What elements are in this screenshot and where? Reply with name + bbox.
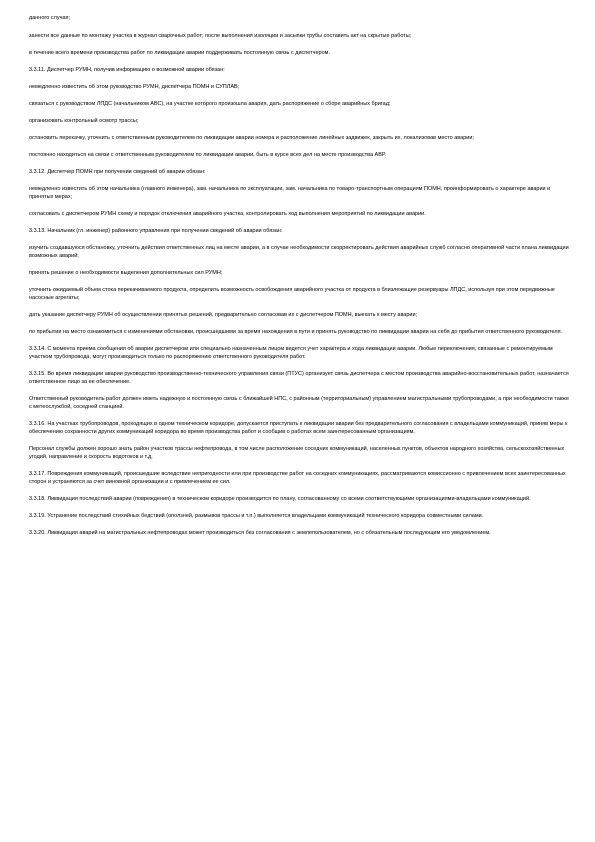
section-3-3-12: 3.3.12. Диспетчер ПОМН при получении сведений об аварии обязан: — [29, 169, 206, 175]
paragraph-additional-forces: принять решение о необходимости выделения дополнительных сил РУМН; — [29, 270, 223, 276]
section-3-3-19: 3.3.19. Устранение последствий стихийных бедствий (оползней, размывов трассы и т.п.) выполняется владельцами коммуникаций технического коридора совместными силами. — [29, 513, 484, 519]
section-3-3-20: 3.3.20. Ликвидация аварий на магистральных нефтепроводах может производиться без согласования с землепользователем, но с обязательным последующим его уведомлением. — [29, 530, 491, 536]
paragraph-notify-rumn: немедленно известить об этом руководство РУМН, диспетчера ПОМН и СУПЛАВ; — [29, 84, 240, 90]
section-3-3-17: 3.3.17. Повреждения коммуникаций, происшедшие вследствие непригодности или при производстве работ на соседних коммуникациях, рассматриваются комиссионно с привлечением всех заинтересованных сторон и устраняются за счет виновной организации и с привлечением ее сил. — [29, 471, 566, 485]
paragraph-agree-scheme: согласовать с диспетчером РУМН схему и порядок отключения аварийного участка, контролировать ход выполнения мероприятий по ликвидации аварии. — [29, 211, 426, 217]
paragraph-expected-volume: уточнить ожидаемый объем стока перекачиваемого продукта, определить возможность освобождения аварийного участка от продукта в близлежащие резервуары ЛПДС, используя при этом передвижные насосные агрегаты; — [29, 287, 555, 301]
section-3-3-14: 3.3.14. С момента приема сообщения об аварии диспетчером или специально назначенным лицом ведется учет характера и хода ликвидации аварии. Любые переключения, связанные с ремонтируемым участком трубопровода, могут производиться только по распоряжению ответственного руководителя работ. — [29, 346, 553, 360]
section-3-3-13: 3.3.13. Начальник (гл. инженер) районного управления при получении сведений об аварии обязан: — [29, 228, 283, 234]
paragraph-personnel-knowledge: Персонал службы должен хорошо знать район участков трассы нефтепровода, в том числе расположение соседних коммуникаций, населенных пунктов, объектов народного хозяйства, сельскохозяйственных угодий, направление и скорость водотоков и т.д. — [29, 446, 565, 460]
paragraph-give-instructions: дать указание диспетчеру РУМН об осуществлении принятых решений, предварительно согласовав их с диспетчером ПОМН, выехать к месту аварии; — [29, 312, 418, 318]
paragraph-reliable-communication: Ответственный руководитель работ должен иметь надежную и постоянную связь с ближайшей НПС, с районным (территориальным) управлением магистральными трубопроводами, а при необходимости также с метеослужбой, соседней станцией. — [29, 396, 569, 410]
paragraph-continuation: данного случая; — [29, 15, 71, 21]
paragraph-study-situation: изучить создавшуюся обстановку, уточнить действия ответственных лиц на месте аварии, а в случае необходимости скорректировать действия аварийных служб согласно оперативной части плана ликвидации возможных аварий; — [29, 245, 569, 259]
paragraph-stop-pumping: остановить перекачку, уточнить с ответственным руководителем по ликвидации аварии номера и расположение линейных задвижек, закрыть их, локализовав место аварии; — [29, 135, 474, 141]
paragraph-dispatcher-contact: в течение всего времени производства работ по ликвидации аварии поддерживать постоянную связь с диспетчером. — [29, 50, 330, 56]
paragraph-on-arrival: по прибытии на место ознакомиться с изменениями обстановки, происшедшими за время нахождения в пути и принять руководство по ликвидации аварии на себя до прибытия ответственного руководителя. — [29, 329, 563, 335]
section-3-3-11: 3.3.11. Диспетчер РУМН, получив информацию о возможной аварии обязан: — [29, 67, 225, 73]
section-3-3-18: 3.3.18. Ликвидация последствий аварии (повреждения) в техническом коридоре производится по плану, согласованному со всеми соответствующими организациями-владельцами коммуникаций. — [29, 496, 531, 502]
document-page — [29, 14, 569, 546]
paragraph-control-inspection: организовать контрольный осмотр трассы; — [29, 118, 139, 124]
section-3-3-16: 3.3.16. На участках трубопроводов, проходящих в одном техническом коридоре, допускается приступать к ликвидации аварии без предварительного согласования с владельцами коммуникаций, приняв меры к обеспечению сохранности других коммуникаций коридора во время производства работ и сообщив о работах всем заинтересованным организациям. — [29, 421, 568, 435]
paragraph-welding-journal: занести все данные по монтажу участка в журнал сварочных работ; после выполнения изоляции и засыпки трубы составить акт на скрытые работы; — [29, 33, 412, 39]
paragraph-stay-connected: постоянно находиться на связи с ответственным руководителем по ликвидации аварии, быть в курсе всех дел на месте производства АВР. — [29, 152, 387, 158]
section-3-3-15: 3.3.15. Во время ликвидации аварии руководство производственно-технического управления связи (ПТУС) организует связь диспетчера с местом производства аварийно-восстановительных работ, назначается ответственное лицо за ее обеспечение. — [29, 371, 569, 385]
paragraph-notify-chief: немедленно известить об этом начальника (главного инженера), зам. начальника по эксплуатации, зам. начальника по товаро-транспортным операциям ПОМН, проинформировать о характере аварии и принятых мерах; — [29, 186, 551, 200]
paragraph-contact-lpds: связаться с руководством ЛПДС (начальником АВС), на участке которого произошла авария, дать распоряжение о сборе аварийных бригад; — [29, 101, 391, 107]
